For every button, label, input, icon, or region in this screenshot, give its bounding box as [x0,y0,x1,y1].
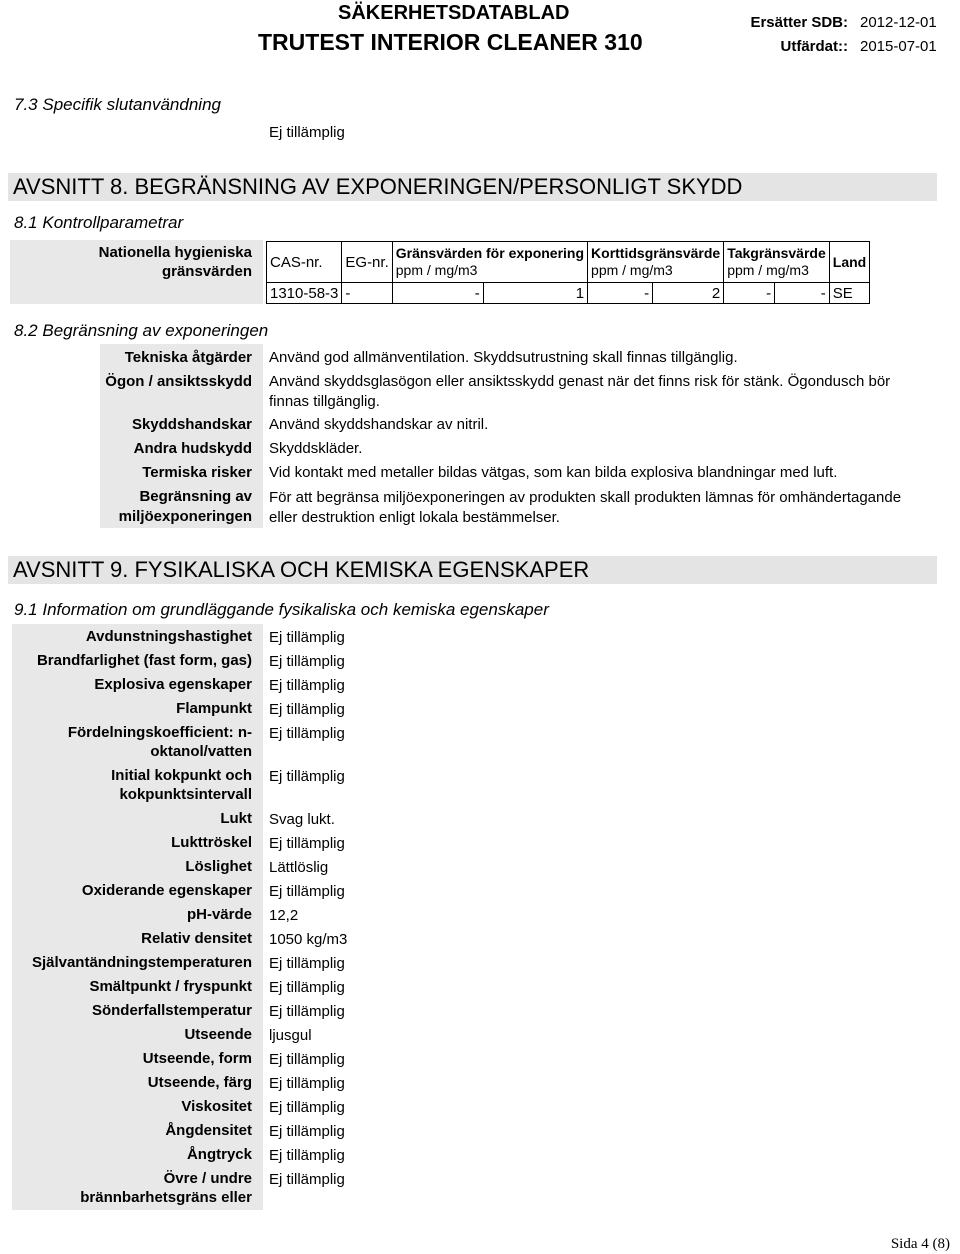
product-name: TRUTEST INTERIOR CLEANER 310 [258,29,643,55]
replaces-label: Ersätter SDB: [750,14,848,31]
label-eye-protection: Ögon / ansiktsskydd [105,373,252,390]
prop-value: ljusgul [269,1027,312,1044]
prop-label-line-1: Initial kokpunkt och [111,767,252,784]
prop-value: Svag lukt. [269,811,335,828]
header-short-term [588,242,724,283]
header-cas: CAS-nr. [267,242,342,283]
header-short-term-line-2: ppm / mg/m3 [591,262,673,278]
prop-label-line-1: Övre / undre [163,1170,252,1187]
label-skin-protection: Andra hudskydd [133,440,252,457]
subsection-8-2-heading: 8.2 Begränsning av exponeringen [14,321,269,340]
prop-label: Utseende [184,1026,252,1043]
label-technical-measures: Tekniska åtgärder [124,349,252,366]
limits-label-line-1: Nationella hygieniska [98,244,252,261]
value-environmental-line-1: För att begränsa miljöexponeringen av produkten skall produkten lämnas för omhändertagande [269,489,902,506]
prop-value: Ej tillämplig [269,955,345,972]
value-eye-protection-line-2: finnas tillgänglig. [269,393,380,410]
issued-date: 2015-07-01 [860,38,937,55]
prop-label: Smältpunkt / fryspunkt [89,978,252,995]
header-short-term-line-1: Korttidsgränsvärde [591,245,721,261]
header-ceiling-line-2: ppm / mg/m3 [727,262,809,278]
header-ceiling-line-1: Takgränsvärde [727,245,826,261]
cell-short-mg: 2 [653,283,724,304]
prop-label: Lukttröskel [171,834,252,851]
cell-cas: 1310-58-3 [267,283,342,304]
prop-label: Relativ densitet [141,930,252,947]
prop-label-line-2: oktanol/vatten [150,743,252,760]
prop-value: 12,2 [269,907,299,924]
prop-label: Brandfarlighet (fast form, gas) [36,652,252,669]
prop-label: Ångdensitet [165,1122,252,1139]
prop-value: Ej tillämplig [269,835,345,852]
prop-value: 1050 kg/m3 [269,931,348,948]
header-limit [392,242,587,283]
prop-value: Ej tillämplig [269,1051,345,1068]
prop-value: Ej tillämplig [269,979,345,996]
prop-label: Explosiva egenskaper [94,676,252,693]
header-country: Land [829,242,869,283]
subsection-9-1-heading: 9.1 Information om grundläggande fysikaliska och kemiska egenskaper [14,600,549,619]
header-limit-line-2: ppm / mg/m3 [395,262,478,278]
exposure-limits-table [266,241,870,304]
section-9-title: AVSNITT 9. FYSIKALISKA OCH KEMISKA EGENSKAPER [8,556,937,584]
prop-label: Oxiderande egenskaper [81,882,252,899]
prop-label: Självantändningstemperaturen [31,954,252,971]
cell-eg: - [342,283,392,304]
label-environmental-line-1: Begränsning av [139,488,252,505]
header-ceiling [724,242,830,283]
prop-label: Utseende, form [142,1050,252,1067]
prop-label: Lukt [220,810,252,827]
prop-value: Ej tillämplig [269,1003,345,1020]
value-thermal-hazards: Vid kontakt med metaller bildas vätgas, som kan bilda explosiva blandningar med luft. [269,464,838,481]
section-8-title: AVSNITT 8. BEGRÄNSNING AV EXPONERINGEN/PERSONLIGT SKYDD [8,173,937,201]
label-environmental-line-2: miljöexponeringen [118,508,252,525]
value-eye-protection-line-1: Använd skyddsglasögon eller ansiktsskydd genast när det finns risk för stänk. Ögondusch bör [269,373,891,390]
prop-value: Ej tillämplig [269,629,345,646]
prop-value: Ej tillämplig [269,701,345,718]
prop-value: Ej tillämplig [269,725,345,742]
limits-label-line-2: gränsvärden [161,263,252,280]
prop-label-line-2: kokpunktsintervall [119,786,252,803]
label-hand-protection: Skyddshandskar [131,416,252,433]
subsection-8-1-heading: 8.1 Kontrollparametrar [14,213,184,232]
value-skin-protection: Skyddskläder. [269,440,363,457]
page-number: Sida 4 (8) [890,1236,950,1252]
header-eg: EG-nr. [342,242,392,283]
prop-label: Sönderfallstemperatur [91,1002,252,1019]
subsection-7-3-heading: 7.3 Specifik slutanvändning [14,95,221,114]
prop-value: Ej tillämplig [269,1171,345,1188]
prop-label: pH-värde [186,906,252,923]
prop-value: Ej tillämplig [269,1099,345,1116]
replaces-date: 2012-12-01 [860,14,937,31]
prop-value: Ej tillämplig [269,883,345,900]
prop-label: Avdunstningshastighet [85,628,252,645]
prop-value: Ej tillämplig [269,653,345,670]
prop-value: Ej tillämplig [269,1147,345,1164]
prop-value: Ej tillämplig [269,1123,345,1140]
value-hand-protection: Använd skyddshandskar av nitril. [269,416,489,433]
prop-label-line-1: Fördelningskoefficient: n- [67,724,252,741]
prop-label: Utseende, färg [147,1074,252,1091]
cell-country: SE [829,283,869,304]
prop-label: Flampunkt [176,700,252,717]
table-row [267,283,870,304]
prop-value: Ej tillämplig [269,1075,345,1092]
document-type: SÄKERHETSDATABLAD [338,2,570,24]
cell-limit-mg: 1 [483,283,587,304]
prop-label: Viskositet [181,1098,252,1115]
header-limit-line-1: Gränsvärden för exponering [395,245,585,261]
value-environmental-line-2: eller destruktion enligt lokala bestämmelser. [269,509,560,526]
prop-value: Ej tillämplig [269,768,345,785]
prop-value: Lättlöslig [269,859,329,876]
cell-limit-ppm: - [392,283,483,304]
subsection-7-3-value: Ej tillämplig [269,124,345,141]
prop-label: Löslighet [185,858,252,875]
prop-label: Ångtryck [186,1146,252,1163]
table-header-row [267,242,870,283]
prop-value: Ej tillämplig [269,677,345,694]
value-technical-measures: Använd god allmänventilation. Skyddsutrustning skall finnas tillgänglig. [269,349,738,366]
cell-ceiling-mg: - [775,283,830,304]
issued-label: Utfärdat:: [780,38,848,55]
cell-short-ppm: - [588,283,653,304]
label-thermal-hazards: Termiska risker [142,464,252,481]
cell-ceiling-ppm: - [724,283,775,304]
prop-label-line-2: brännbarhetsgräns eller [80,1189,252,1206]
